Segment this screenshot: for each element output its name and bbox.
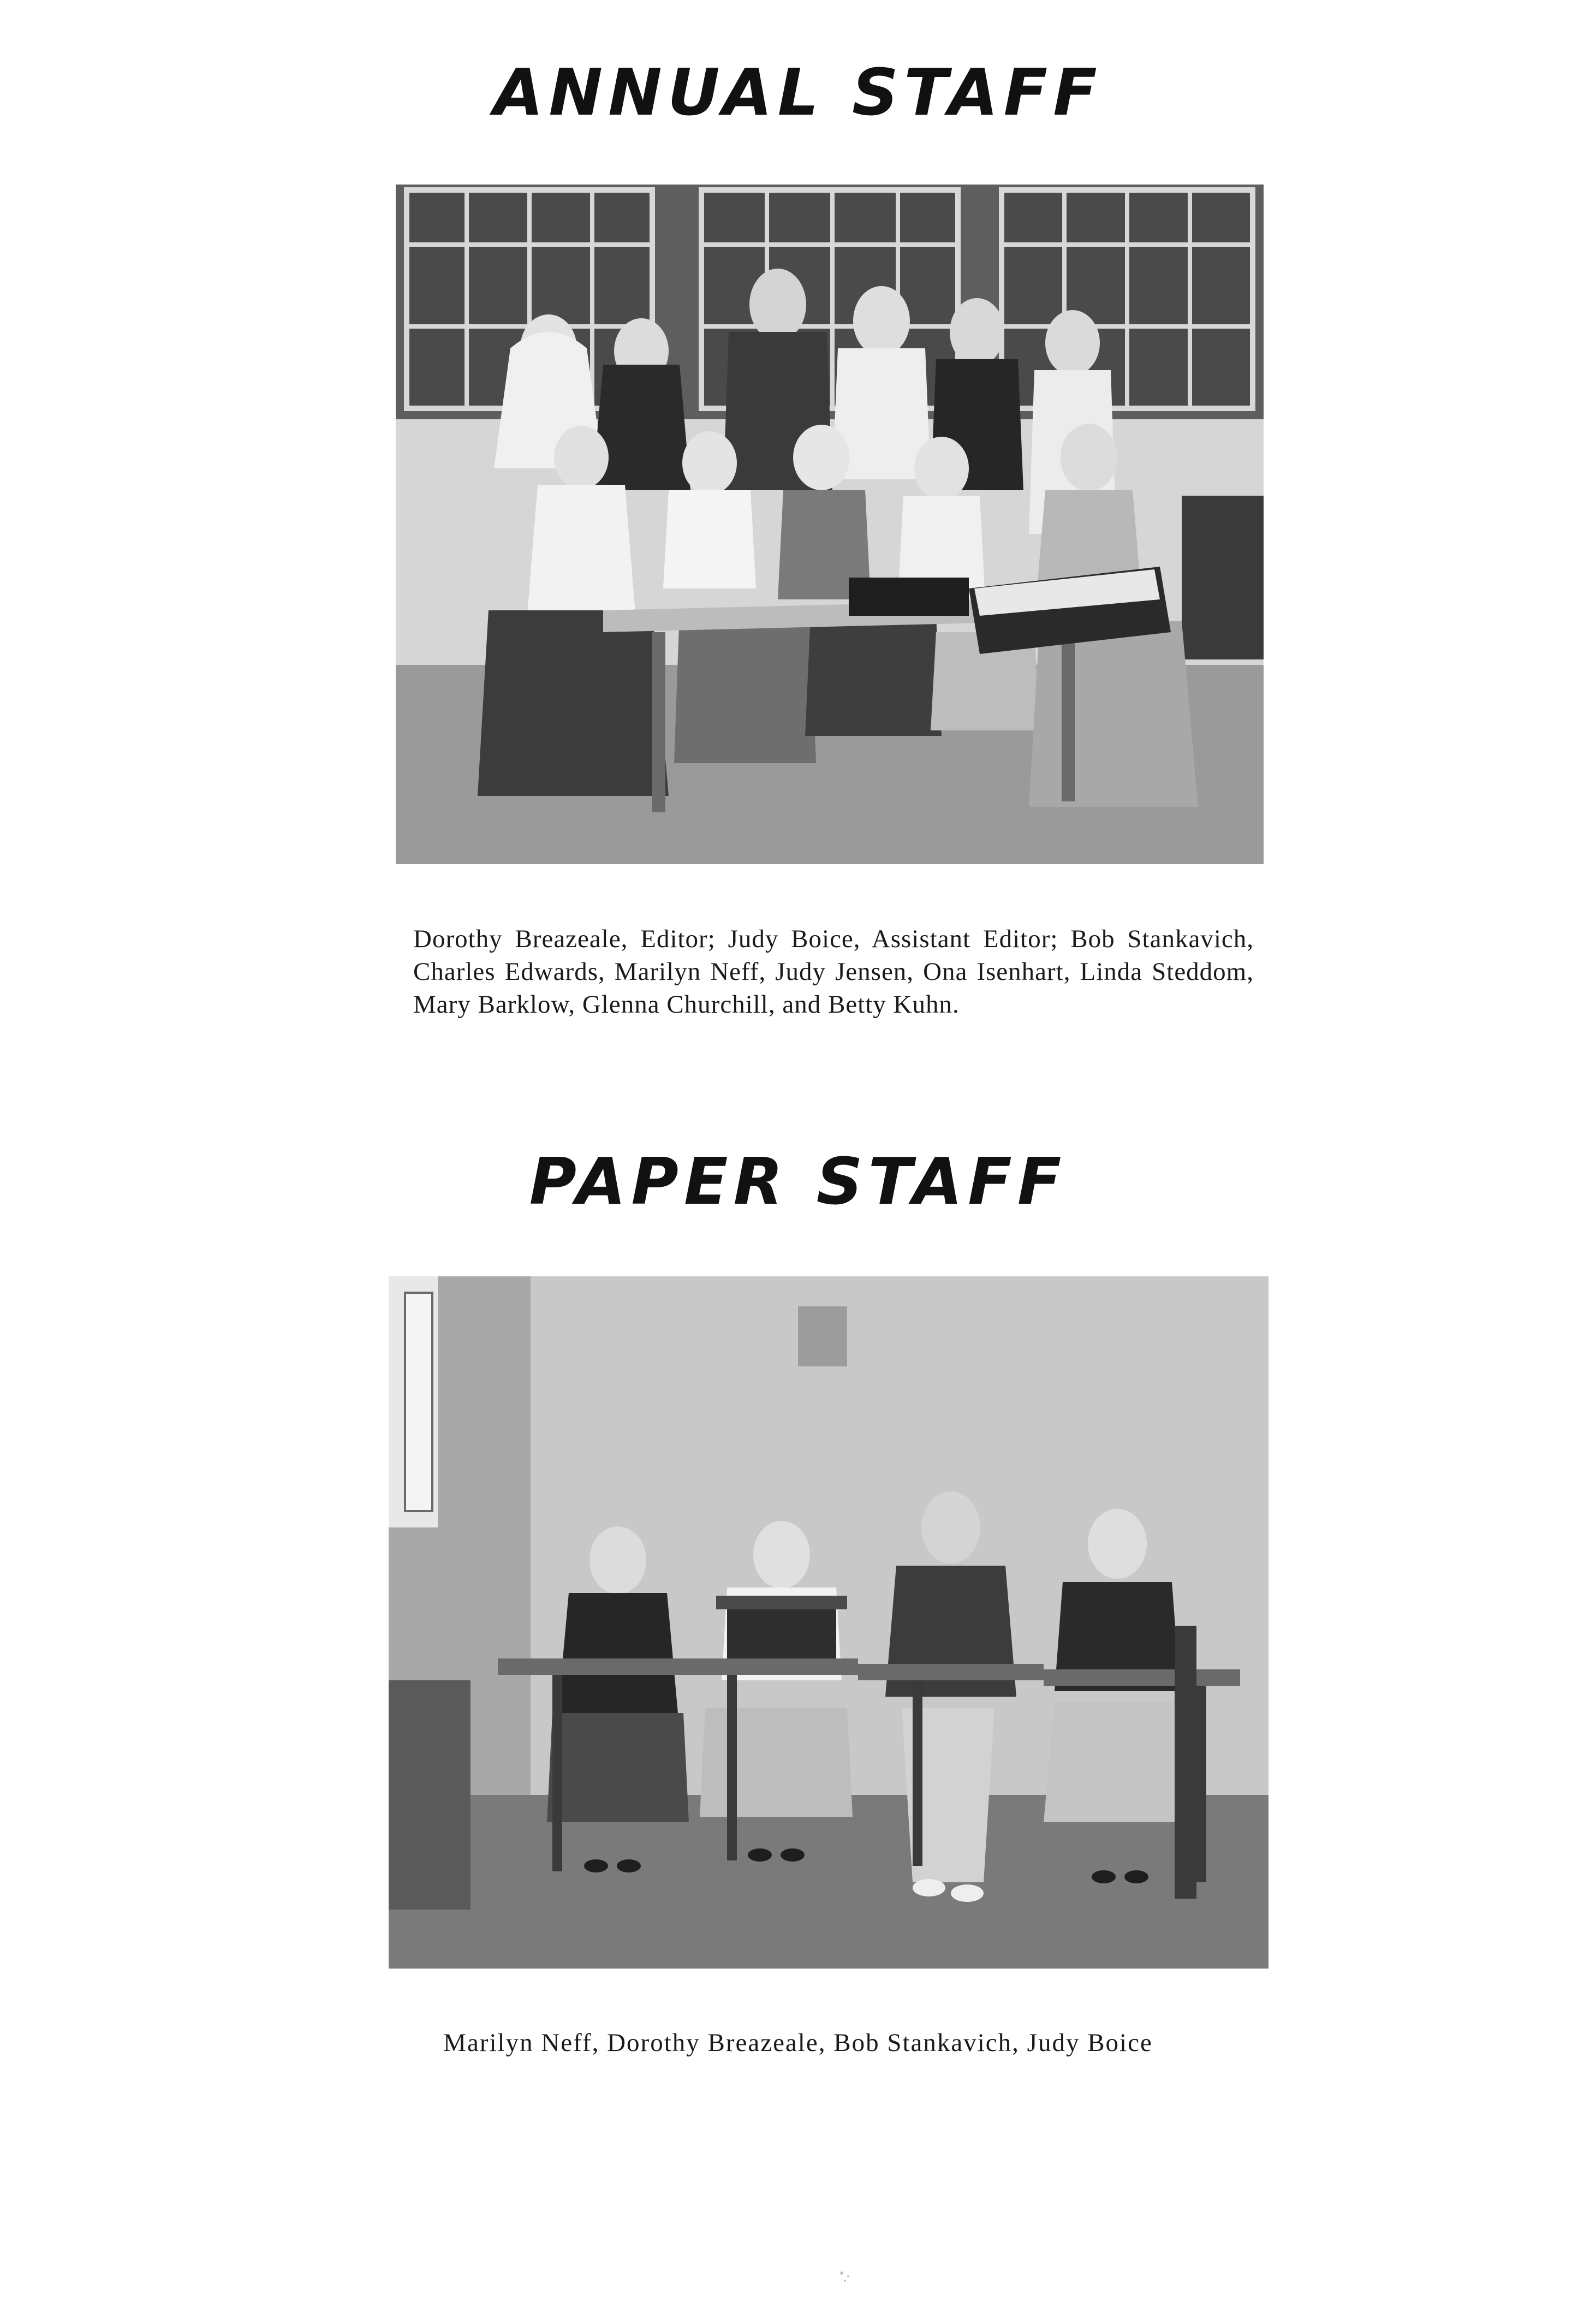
paper-staff-photo — [389, 1276, 1269, 1969]
paper-staff-photo-illustration — [389, 1276, 1269, 1969]
paper-staff-heading: PAPER STAFF — [529, 1144, 1067, 1219]
annual-staff-photo-illustration — [396, 185, 1264, 864]
annual-staff-caption: Dorothy Breazeale, Editor; Judy Boice, Assistant Editor; Bob Stankavich, Charles Edwards, Marilyn Neff, Judy Jensen, Ona Isenhart, Linda Steddom, Mary Barklow, Glenna Churchill, and Betty Kuhn. — [413, 925, 1254, 1019]
page-speck-decoration — [835, 2266, 857, 2287]
annual-staff-photo — [396, 185, 1264, 864]
annual-staff-heading: ANNUAL STAFF — [493, 55, 1103, 130]
paper-staff-caption: Marilyn Neff, Dorothy Breazeale, Bob Stankavich, Judy Boice — [443, 2029, 1153, 2057]
